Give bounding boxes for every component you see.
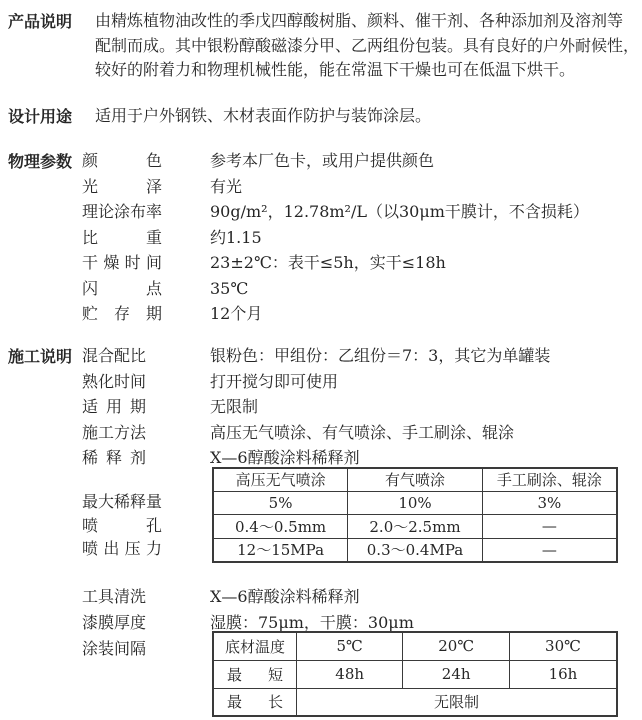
table-cell: 24h [403, 660, 510, 688]
param-value: 湿膜：75μm，干膜：30μm [210, 612, 414, 632]
param-value: 高压无气喷涂、有气喷涂、手工刷涂、辊涂 [210, 422, 515, 442]
paragraph-line: 配制而成。其中银粉醇酸磁漆分甲、乙两组份包装。具有良好的户外耐候性， [95, 35, 640, 55]
param-value: 90g/m²，12.78m²/L（以30μm干膜计，不含损耗） [210, 202, 589, 221]
param-value: 无限制 [210, 397, 259, 417]
param-name: 理论涂布率 [82, 202, 163, 221]
param-name: 比 重 [82, 227, 162, 247]
param-name: 涂装间隔 [82, 638, 147, 658]
param-name: 施工方法 [82, 422, 147, 442]
table-cell: 3% [482, 491, 617, 515]
param-row [82, 394, 550, 420]
row-header [213, 660, 296, 688]
column-header: 有气喷涂 [348, 468, 483, 491]
param-row [82, 584, 414, 610]
spray-row-label: 喷出压力 [82, 539, 162, 558]
param-row [82, 301, 589, 327]
physical-params-list [82, 148, 589, 327]
column-header: 手工刷涂、辊涂 [482, 468, 617, 491]
row-header-label: 最 短 [226, 665, 283, 684]
product-description-paragraph [95, 9, 639, 83]
param-name: 颜 色 [82, 151, 162, 170]
param-name: 光 泽 [82, 176, 162, 196]
row-header [213, 688, 296, 716]
param-row [82, 276, 589, 302]
param-value: 35℃ [210, 278, 249, 298]
spray-table-row-labels [82, 490, 162, 561]
param-name: 熟化时间 [82, 371, 147, 391]
param-value: 打开搅匀即可使用 [210, 371, 339, 391]
section-label-product-description: 产品说明 [8, 12, 73, 31]
param-row [82, 420, 550, 446]
param-row [82, 174, 589, 200]
spray-row-label: 喷 孔 [82, 515, 162, 535]
spray-methods-table [212, 467, 618, 563]
param-row [82, 250, 589, 276]
param-name: 干燥时间 [82, 253, 162, 272]
param-value: 23±2℃：表干≤5h，实干≤18h [210, 253, 446, 272]
table-cell: — [482, 515, 617, 539]
table-cell: 12～15MPa [213, 538, 348, 562]
table-cell: 16h [509, 660, 617, 688]
param-value: 参考本厂色卡，或用户提供颜色 [210, 151, 435, 170]
column-header: 20℃ [403, 632, 510, 660]
param-name: 适 用 期 [82, 397, 146, 417]
table-row [213, 660, 617, 688]
column-header: 5℃ [296, 632, 403, 660]
param-value: 12个月 [210, 304, 263, 323]
param-name: 贮 存 期 [82, 304, 162, 323]
param-value: 银粉色：甲组份：乙组份＝7：3，其它为单罐装 [210, 346, 551, 365]
param-name: 工具清洗 [82, 587, 147, 606]
param-row [82, 148, 589, 174]
spray-row-label: 最大稀释量 [82, 492, 163, 511]
table-row [213, 688, 617, 716]
table-header-row [213, 632, 617, 660]
param-row [82, 199, 589, 225]
row-header-label: 最 长 [226, 693, 283, 712]
design-usage-text: 适用于户外钢铁、木材表面作防护与装饰涂层。 [95, 106, 432, 125]
table-cell: 2.0～2.5mm [348, 515, 483, 539]
param-value: 有光 [210, 176, 243, 196]
paragraph-line: 较好的附着力和物理机械性能，能在常温下干燥也可在低温下烘干。 [95, 60, 576, 79]
table-row [213, 538, 617, 562]
param-name: 漆膜厚度 [82, 612, 147, 632]
paragraph-line: 由精炼植物油改性的季戊四醇酸树脂、颜料、催干剂、各种添加剂及溶剂等 [95, 11, 624, 30]
param-name: 闪 点 [82, 278, 162, 298]
table-cell: 5% [213, 491, 348, 515]
section-label-design-usage: 设计用途 [8, 107, 73, 126]
table-cell-span: 无限制 [296, 688, 617, 716]
application-params-list [82, 343, 550, 471]
param-value: 约1.15 [210, 227, 262, 247]
recoat-interval-table [212, 631, 618, 717]
section-label-physical-params: 物理参数 [8, 152, 73, 171]
column-header: 30℃ [509, 632, 617, 660]
param-value: X—6醇酸涂料稀释剂 [210, 587, 360, 606]
table-cell: 10% [348, 491, 483, 515]
table-cell: 0.4～0.5mm [213, 515, 348, 539]
table-cell: 48h [296, 660, 403, 688]
table-header-row [213, 468, 617, 491]
param-name: 稀 释 剂 [82, 448, 146, 468]
column-header: 高压无气喷涂 [213, 468, 348, 491]
param-row [82, 225, 589, 251]
section-label-application: 施工说明 [8, 347, 73, 366]
row-header: 底材温度 [213, 632, 296, 660]
param-name: 混合配比 [82, 346, 147, 365]
table-row [213, 491, 617, 515]
table-row [213, 515, 617, 539]
table-cell: 0.3～0.4MPa [348, 538, 483, 562]
table-cell: — [482, 538, 617, 562]
param-value: X—6醇酸涂料稀释剂 [210, 448, 360, 468]
param-row [82, 369, 550, 395]
param-row [82, 343, 550, 369]
